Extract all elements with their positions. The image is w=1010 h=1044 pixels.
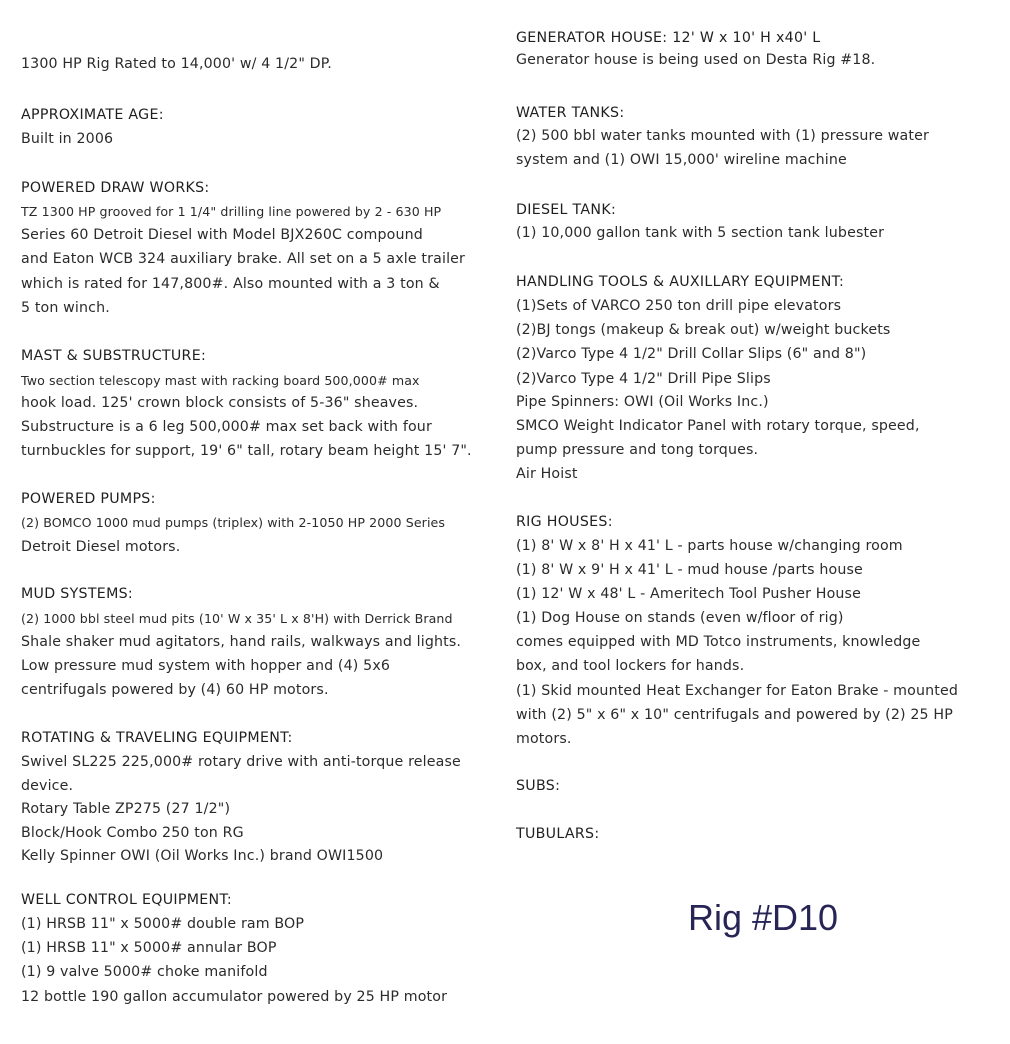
draw-works-line: TZ 1300 HP grooved for 1 1/4" drilling line powered by 2 - 630 HP bbox=[21, 204, 442, 219]
rig-houses-line: (1) 8' W x 9' H x 41' L - mud house /parts house bbox=[516, 562, 863, 578]
rig-houses-heading: RIG HOUSES: bbox=[516, 514, 613, 530]
handling-line: pump pressure and tong torques. bbox=[516, 442, 759, 458]
mast-line: hook load. 125' crown block consists of 5-36" sheaves. bbox=[21, 395, 419, 411]
mud-heading: MUD SYSTEMS: bbox=[21, 586, 133, 602]
water-heading: WATER TANKS: bbox=[516, 105, 625, 121]
pumps-heading: POWERED PUMPS: bbox=[21, 491, 156, 507]
handling-heading: HANDLING TOOLS & AUXILLARY EQUIPMENT: bbox=[516, 274, 845, 290]
mast-line: Substructure is a 6 leg 500,000# max set back with four bbox=[21, 419, 432, 435]
rotating-heading: ROTATING & TRAVELING EQUIPMENT: bbox=[21, 730, 293, 746]
intro-text: 1300 HP Rig Rated to 14,000' w/ 4 1/2" DP. bbox=[21, 56, 332, 72]
handling-line: Air Hoist bbox=[516, 466, 578, 482]
rig-houses-line: box, and tool lockers for hands. bbox=[516, 658, 745, 674]
pumps-line: Detroit Diesel motors. bbox=[21, 539, 181, 555]
water-line: (2) 500 bbl water tanks mounted with (1) pressure water bbox=[516, 128, 929, 144]
generator-line: Generator house is being used on Desta Rig #18. bbox=[516, 52, 876, 68]
age-line: Built in 2006 bbox=[21, 131, 114, 147]
rig-houses-line: motors. bbox=[516, 731, 572, 747]
handling-line: (2)BJ tongs (makeup & break out) w/weight buckets bbox=[516, 322, 891, 338]
diesel-line: (1) 10,000 gallon tank with 5 section tank lubester bbox=[516, 225, 885, 241]
draw-works-line: 5 ton winch. bbox=[21, 300, 110, 316]
handling-line: (2)Varco Type 4 1/2" Drill Collar Slips (6" and 8") bbox=[516, 346, 867, 362]
mast-line: Two section telescopy mast with racking board 500,000# max bbox=[21, 373, 420, 388]
handling-line: (2)Varco Type 4 1/2" Drill Pipe Slips bbox=[516, 371, 771, 387]
rotating-line: Rotary Table ZP275 (27 1/2") bbox=[21, 801, 231, 817]
draw-works-heading: POWERED DRAW WORKS: bbox=[21, 180, 210, 196]
rig-houses-line: (1) 12' W x 48' L - Ameritech Tool Pusher House bbox=[516, 586, 861, 602]
subs-heading: SUBS: bbox=[516, 778, 561, 794]
pumps-line: (2) BOMCO 1000 mud pumps (triplex) with 2-1050 HP 2000 Series bbox=[21, 515, 446, 530]
handling-line: SMCO Weight Indicator Panel with rotary torque, speed, bbox=[516, 418, 920, 434]
draw-works-line: Series 60 Detroit Diesel with Model BJX260C compound bbox=[21, 227, 423, 243]
rig-label: Rig #D10 bbox=[688, 897, 839, 938]
well-control-line: (1) HRSB 11" x 5000# annular BOP bbox=[21, 940, 277, 956]
well-control-line: (1) HRSB 11" x 5000# double ram BOP bbox=[21, 916, 305, 932]
rig-houses-line: (1) Skid mounted Heat Exchanger for Eaton Brake - mounted bbox=[516, 683, 958, 699]
rotating-line: Kelly Spinner OWI (Oil Works Inc.) brand OWI1500 bbox=[21, 848, 384, 864]
well-control-line: 12 bottle 190 gallon accumulator powered by 25 HP motor bbox=[21, 989, 448, 1005]
handling-line: (1)Sets of VARCO 250 ton drill pipe elevators bbox=[516, 298, 842, 314]
rotating-line: device. bbox=[21, 778, 74, 794]
age-heading: APPROXIMATE AGE: bbox=[21, 107, 164, 123]
generator-heading: GENERATOR HOUSE: 12' W x 10' H x40' L bbox=[516, 30, 821, 46]
handling-line: Pipe Spinners: OWI (Oil Works Inc.) bbox=[516, 394, 769, 410]
rig-houses-line: with (2) 5" x 6" x 10" centrifugals and powered by (2) 25 HP bbox=[516, 707, 953, 723]
rotating-line: Block/Hook Combo 250 ton RG bbox=[21, 825, 244, 841]
mud-line: centrifugals powered by (4) 60 HP motors. bbox=[21, 682, 329, 698]
mud-line: Low pressure mud system with hopper and (4) 5x6 bbox=[21, 658, 391, 674]
mast-heading: MAST & SUBSTRUCTURE: bbox=[21, 348, 207, 364]
diesel-heading: DIESEL TANK: bbox=[516, 202, 617, 218]
well-control-heading: WELL CONTROL EQUIPMENT: bbox=[21, 892, 232, 908]
draw-works-line: which is rated for 147,800#. Also mounted with a 3 ton & bbox=[21, 276, 440, 292]
water-line: system and (1) OWI 15,000' wireline machine bbox=[516, 152, 847, 168]
rig-houses-line: (1) Dog House on stands (even w/floor of rig) bbox=[516, 610, 844, 626]
rig-houses-line: comes equipped with MD Totco instruments, knowledge bbox=[516, 634, 921, 650]
rotating-line: Swivel SL225 225,000# rotary drive with anti-torque release bbox=[21, 754, 461, 770]
mud-line: Shale shaker mud agitators, hand rails, walkways and lights. bbox=[21, 634, 462, 650]
draw-works-line: and Eaton WCB 324 auxiliary brake. All set on a 5 axle trailer bbox=[21, 251, 466, 267]
mud-line: (2) 1000 bbl steel mud pits (10' W x 35' L x 8'H) with Derrick Brand bbox=[21, 611, 453, 626]
mast-line: turnbuckles for support, 19' 6" tall, rotary beam height 15' 7". bbox=[21, 443, 472, 459]
rig-houses-line: (1) 8' W x 8' H x 41' L - parts house w/changing room bbox=[516, 538, 903, 554]
tubulars-heading: TUBULARS: bbox=[516, 826, 600, 842]
well-control-line: (1) 9 valve 5000# choke manifold bbox=[21, 964, 268, 980]
